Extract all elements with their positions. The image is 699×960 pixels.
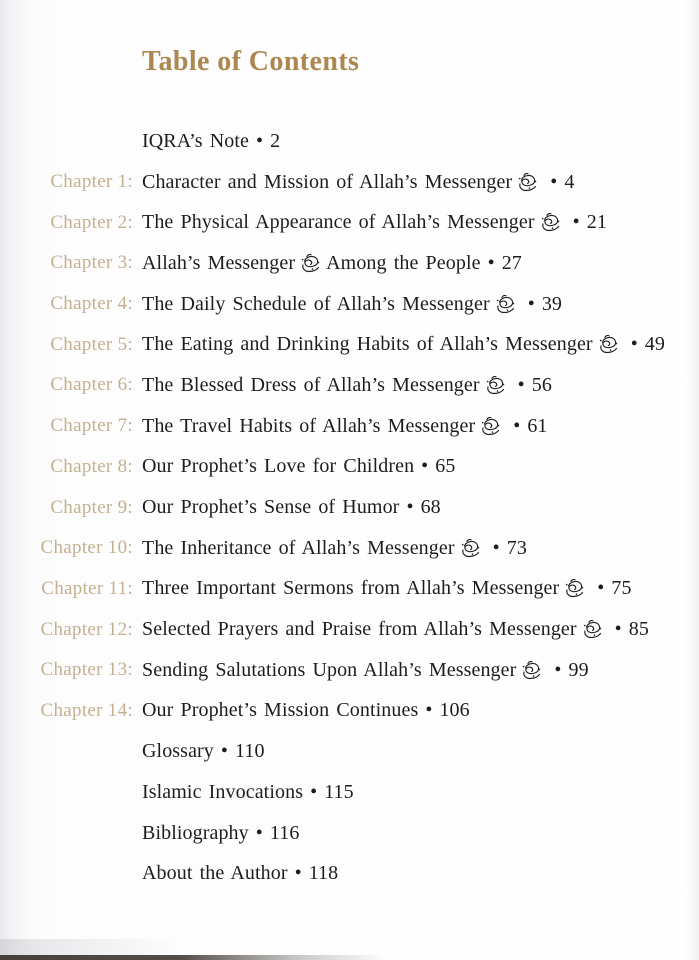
bullet-separator: •: [527, 292, 535, 315]
toc-entry: [0, 528, 693, 569]
page-edge-shadow-right: [685, 0, 699, 960]
entry-title: [142, 455, 455, 478]
bullet-separator: •: [614, 618, 622, 641]
chapter-label: Chapter 10:: [40, 537, 133, 559]
page-title: Table of Contents: [142, 46, 360, 77]
page-number: 99: [568, 658, 589, 681]
toc-entry: [0, 650, 693, 691]
toc-entry: [0, 853, 693, 894]
bullet-separator: •: [513, 414, 521, 437]
pbuh-calligraphy-icon: [495, 293, 516, 316]
toc-entry: [0, 202, 693, 243]
toc-entry: [0, 447, 693, 488]
pbuh-calligraphy-icon: [480, 415, 501, 438]
toc-entry: [0, 284, 693, 325]
chapter-label: Chapter 14:: [40, 699, 133, 721]
page-number: 39: [541, 292, 563, 315]
page-number: 85: [628, 618, 649, 641]
entry-title: [142, 293, 562, 316]
toc-entry: [0, 365, 693, 406]
bullet-separator: •: [492, 536, 500, 559]
page-number: 68: [420, 496, 441, 519]
page-number: 75: [611, 577, 632, 600]
pbuh-calligraphy-icon: [521, 659, 542, 682]
toc-entry: [0, 406, 693, 447]
chapter-label: Chapter 1:: [50, 171, 133, 193]
bullet-separator: •: [597, 577, 605, 600]
page-number: 21: [586, 211, 607, 234]
page-number: 115: [324, 780, 354, 803]
toc-entry: [0, 487, 693, 528]
bullet-separator: •: [554, 658, 562, 681]
pbuh-calligraphy-icon: [517, 171, 538, 194]
bullet-separator: •: [487, 251, 495, 274]
page-number: 49: [644, 333, 665, 356]
pbuh-calligraphy-icon: [300, 252, 321, 275]
bullet-separator: •: [425, 699, 433, 722]
entry-title-text: Allah’s Messenger: [142, 251, 296, 274]
page-number: 65: [435, 455, 456, 478]
pbuh-calligraphy-icon: [582, 618, 603, 641]
chapter-label: Chapter 5:: [50, 333, 133, 355]
toc-entry: [0, 569, 693, 610]
entry-title: [142, 333, 665, 356]
entry-title: [142, 252, 522, 275]
page-number: 56: [531, 373, 552, 396]
page-number: 106: [439, 699, 470, 722]
bullet-separator: •: [255, 821, 263, 844]
bullet-separator: •: [406, 496, 414, 519]
entry-title-text: IQRA’s Note: [142, 129, 249, 152]
chapter-label: Chapter 4:: [50, 293, 133, 315]
entry-title-text: Our Prophet’s Mission Continues: [142, 699, 419, 722]
page-number: 118: [308, 862, 339, 885]
entry-title-text: The Travel Habits of Allah’s Messenger: [142, 414, 476, 437]
table-of-contents: [0, 121, 693, 894]
chapter-label: Chapter 9:: [50, 496, 133, 518]
entry-title-text: Three Important Sermons from Allah’s Messenger: [142, 577, 560, 600]
chapter-label: Chapter 13:: [40, 659, 133, 681]
page-edge-shadow-soft: [0, 939, 200, 955]
page-edge-shadow-bottom: [0, 955, 390, 960]
toc-entry: [0, 609, 693, 650]
entry-title: [142, 374, 552, 397]
page-number: 73: [506, 536, 527, 559]
entry-title: [142, 740, 265, 763]
bullet-separator: •: [310, 780, 318, 803]
toc-entry: [0, 121, 693, 162]
entry-title-text: Sending Salutations Upon Allah’s Messenger: [142, 658, 517, 681]
page-number: 116: [269, 821, 300, 844]
toc-entry: [0, 772, 693, 813]
bullet-separator: •: [572, 211, 580, 234]
entry-title-text: Glossary: [142, 740, 214, 763]
pbuh-calligraphy-icon: [460, 537, 481, 560]
bullet-separator: •: [517, 373, 525, 396]
bullet-separator: •: [630, 333, 638, 356]
pbuh-calligraphy-icon: [540, 211, 561, 234]
toc-entry: [0, 691, 693, 732]
entry-title: [142, 577, 632, 600]
bullet-separator: •: [294, 862, 302, 885]
page-number: 110: [235, 740, 265, 763]
entry-title-text: Our Prophet’s Sense of Humor: [142, 496, 400, 519]
entry-title: [142, 415, 548, 438]
entry-title: [142, 822, 299, 845]
pbuh-calligraphy-icon: [598, 333, 619, 356]
chapter-label: Chapter 12:: [40, 618, 133, 640]
page-number: 27: [501, 251, 522, 274]
entry-title-text: About the Author: [142, 862, 288, 885]
entry-title-text: Bibliography: [142, 821, 249, 844]
pbuh-calligraphy-icon: [564, 577, 585, 600]
chapter-label: Chapter 7:: [50, 415, 133, 437]
chapter-label: Chapter 11:: [41, 577, 133, 599]
entry-title-text: The Physical Appearance of Allah’s Messenger: [142, 211, 535, 234]
entry-title: [142, 171, 574, 194]
bullet-separator: •: [550, 170, 558, 193]
toc-entry: [0, 813, 693, 854]
entry-title-text: The Inheritance of Allah’s Messenger: [142, 536, 455, 559]
entry-title-text: Selected Prayers and Praise from Allah’s Messenger: [142, 618, 577, 641]
entry-title: [142, 699, 470, 722]
entry-title: [142, 659, 589, 682]
entry-title-text: Character and Mission of Allah’s Messenger: [142, 170, 513, 193]
chapter-label: Chapter 6:: [50, 374, 133, 396]
page-number: 2: [270, 129, 281, 152]
toc-entry: [0, 162, 693, 203]
toc-entry: [0, 324, 693, 365]
entry-title-text: Islamic Invocations: [142, 780, 304, 803]
chapter-label: Chapter 2:: [50, 211, 133, 233]
entry-title-text: The Eating and Drinking Habits of Allah’s Messenger: [142, 333, 593, 356]
toc-entry: [0, 243, 693, 284]
entry-title: [142, 130, 280, 153]
entry-title: [142, 211, 607, 234]
entry-title-text: The Blessed Dress of Allah’s Messenger: [142, 373, 480, 396]
chapter-label: Chapter 3:: [50, 252, 133, 274]
entry-title: [142, 496, 441, 519]
bullet-separator: •: [220, 740, 229, 763]
chapter-label: Chapter 8:: [50, 455, 133, 477]
toc-entry: [0, 731, 693, 772]
entry-title: [142, 537, 527, 560]
bullet-separator: •: [421, 455, 429, 478]
entry-title-text-after: Among the People: [326, 251, 481, 274]
page-number: 4: [564, 170, 575, 193]
entry-title-text: Our Prophet’s Love for Children: [142, 455, 415, 478]
pbuh-calligraphy-icon: [485, 374, 506, 397]
page-number: 61: [527, 414, 548, 437]
bullet-separator: •: [256, 129, 264, 152]
entry-title: [142, 781, 354, 804]
entry-title-text: The Daily Schedule of Allah’s Messenger: [142, 292, 490, 315]
entry-title: [142, 618, 649, 641]
entry-title: [142, 862, 338, 885]
